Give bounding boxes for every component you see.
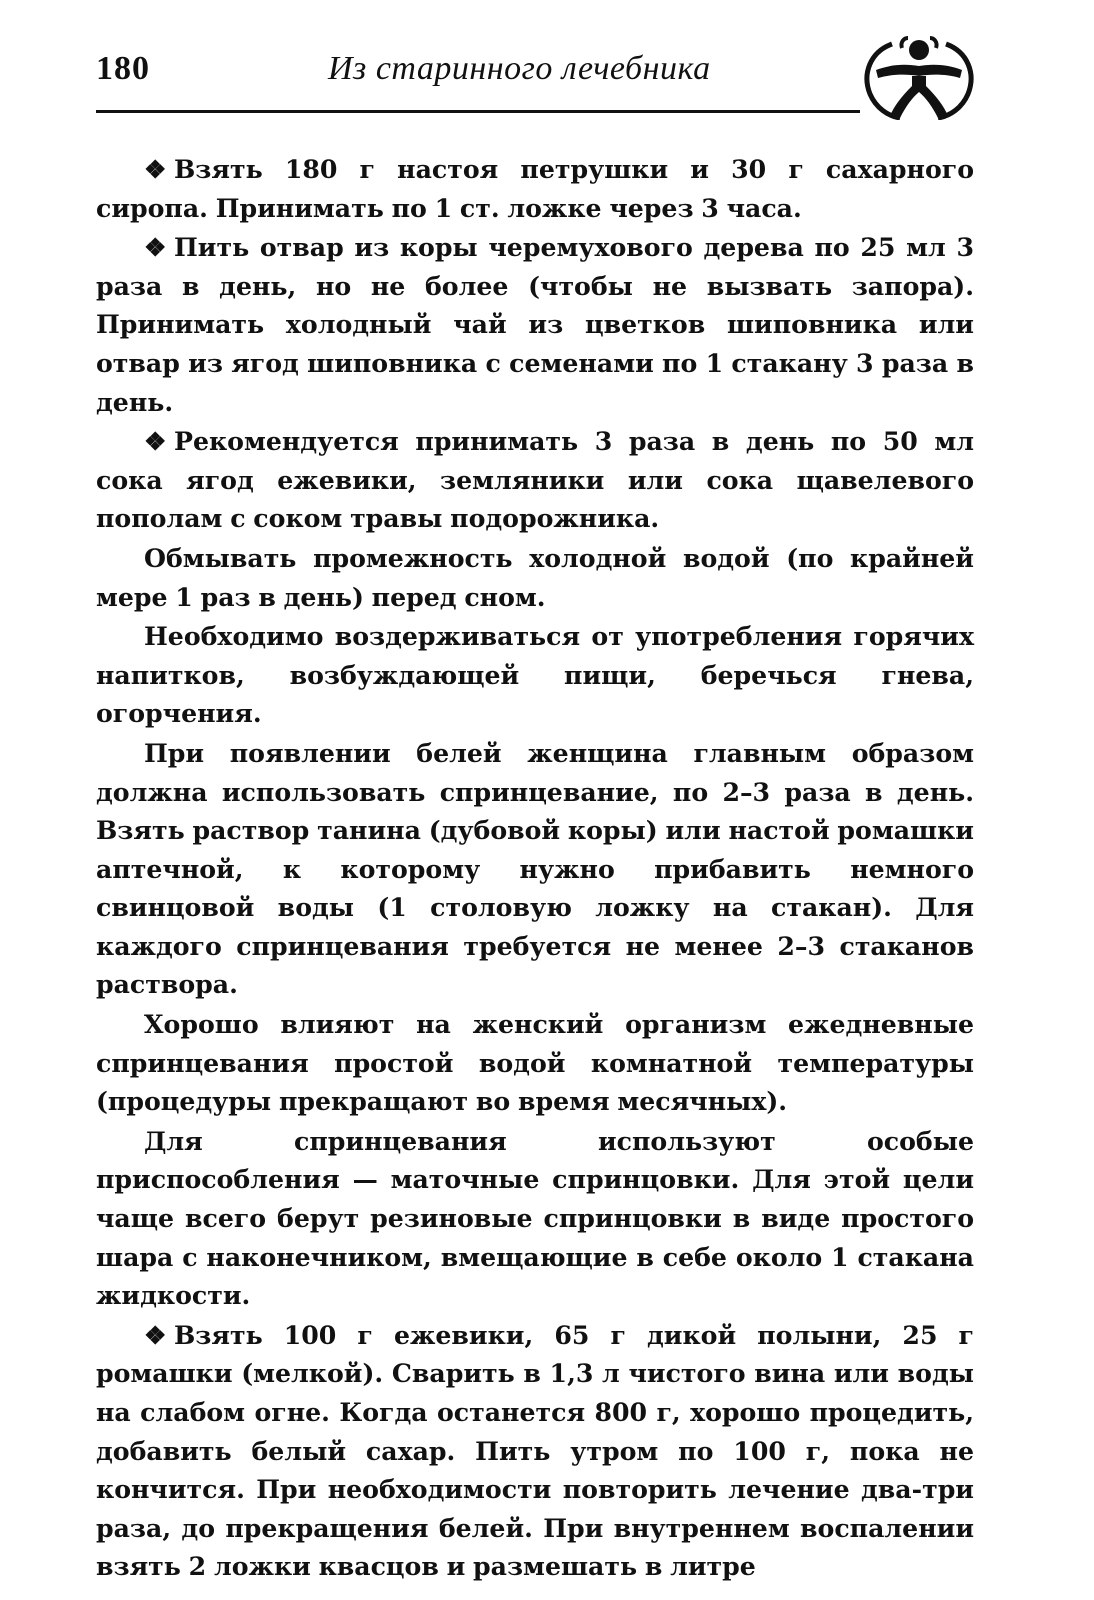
paragraph-text: Взять 180 г настоя петрушки и 30 г сахарного сиропа. Принимать по 1 ст. ложке через 3 часа. [96, 154, 974, 223]
bullet-diamond-icon: ❖ [144, 154, 167, 184]
bullet-diamond-icon: ❖ [144, 1319, 167, 1350]
paragraph: Для спринцевания используют особые приспособления — маточные спринцовки. Для этой цели чаще всего берут резиновые спринцовки в виде простого шара с наконечником, вмещающие в себе около 1 стакана жидкости. [96, 1125, 974, 1311]
page-number: 180 [96, 50, 150, 87]
page-header [96, 42, 986, 120]
running-title: Из старинного лечебника [328, 50, 711, 87]
paragraph [96, 228, 974, 421]
book-series-emblem-icon [856, 34, 982, 120]
paragraph [96, 1316, 974, 1586]
page-body [96, 150, 974, 1587]
paragraph [96, 422, 974, 538]
bullet-diamond-icon: ❖ [144, 426, 167, 457]
paragraph-text: Взять 100 г ежевики, 65 г дикой полыни, 25 г ромашки (мелкой). Сварить в 1,3 л чистого вина или воды на слабом огне. Когда останется 800 г, хорошо процедить, добавить белый сахар. Пить утром по 100 г, пока не кончится. При необходимости повторить лечение два-три раза, до прекращения белей. При внутреннем воспалении взять 2 ложки квасцов и размешать в литре [96, 1319, 974, 1582]
paragraph: Обмывать промежность холодной водой (по крайней мере 1 раз в день) перед сном. [96, 542, 974, 612]
paragraph [96, 150, 974, 227]
header-rule [96, 110, 860, 113]
paragraph: Необходимо воздерживаться от употребления горячих напитков, возбуждающей пищи, беречься гнева, огорчения. [96, 621, 974, 729]
paragraph: Хорошо влияют на женский организм ежедневные спринцевания простой водой комнатной температуры (процедуры прекращают во время месячных). [96, 1009, 974, 1117]
paragraph-text: Рекомендуется принимать 3 раза в день по 50 мл сока ягод ежевики, земляники или сока щавелевого пополам с соком травы подорожника. [96, 426, 974, 534]
bullet-diamond-icon: ❖ [144, 232, 167, 263]
paragraph: При появлении белей женщина главным образом должна использовать спринцевание, по 2–3 раза в день. Взять раствор танина (дубовой коры) или настой ромашки аптечной, к которому нужно прибавить немного свинцовой воды (1 столовую ложку на стакан). Для каждого спринцевания требуется не менее 2–3 стаканов раствора. [96, 737, 974, 1000]
paragraph-text: Пить отвар из коры черемухового дерева по 25 мл 3 раза в день, но не более (чтобы не вызвать запора). Принимать холодный чай из цветков шиповника или отвар из ягод шиповника с семенами по 1 стакану 3 раза в день. [96, 232, 974, 417]
